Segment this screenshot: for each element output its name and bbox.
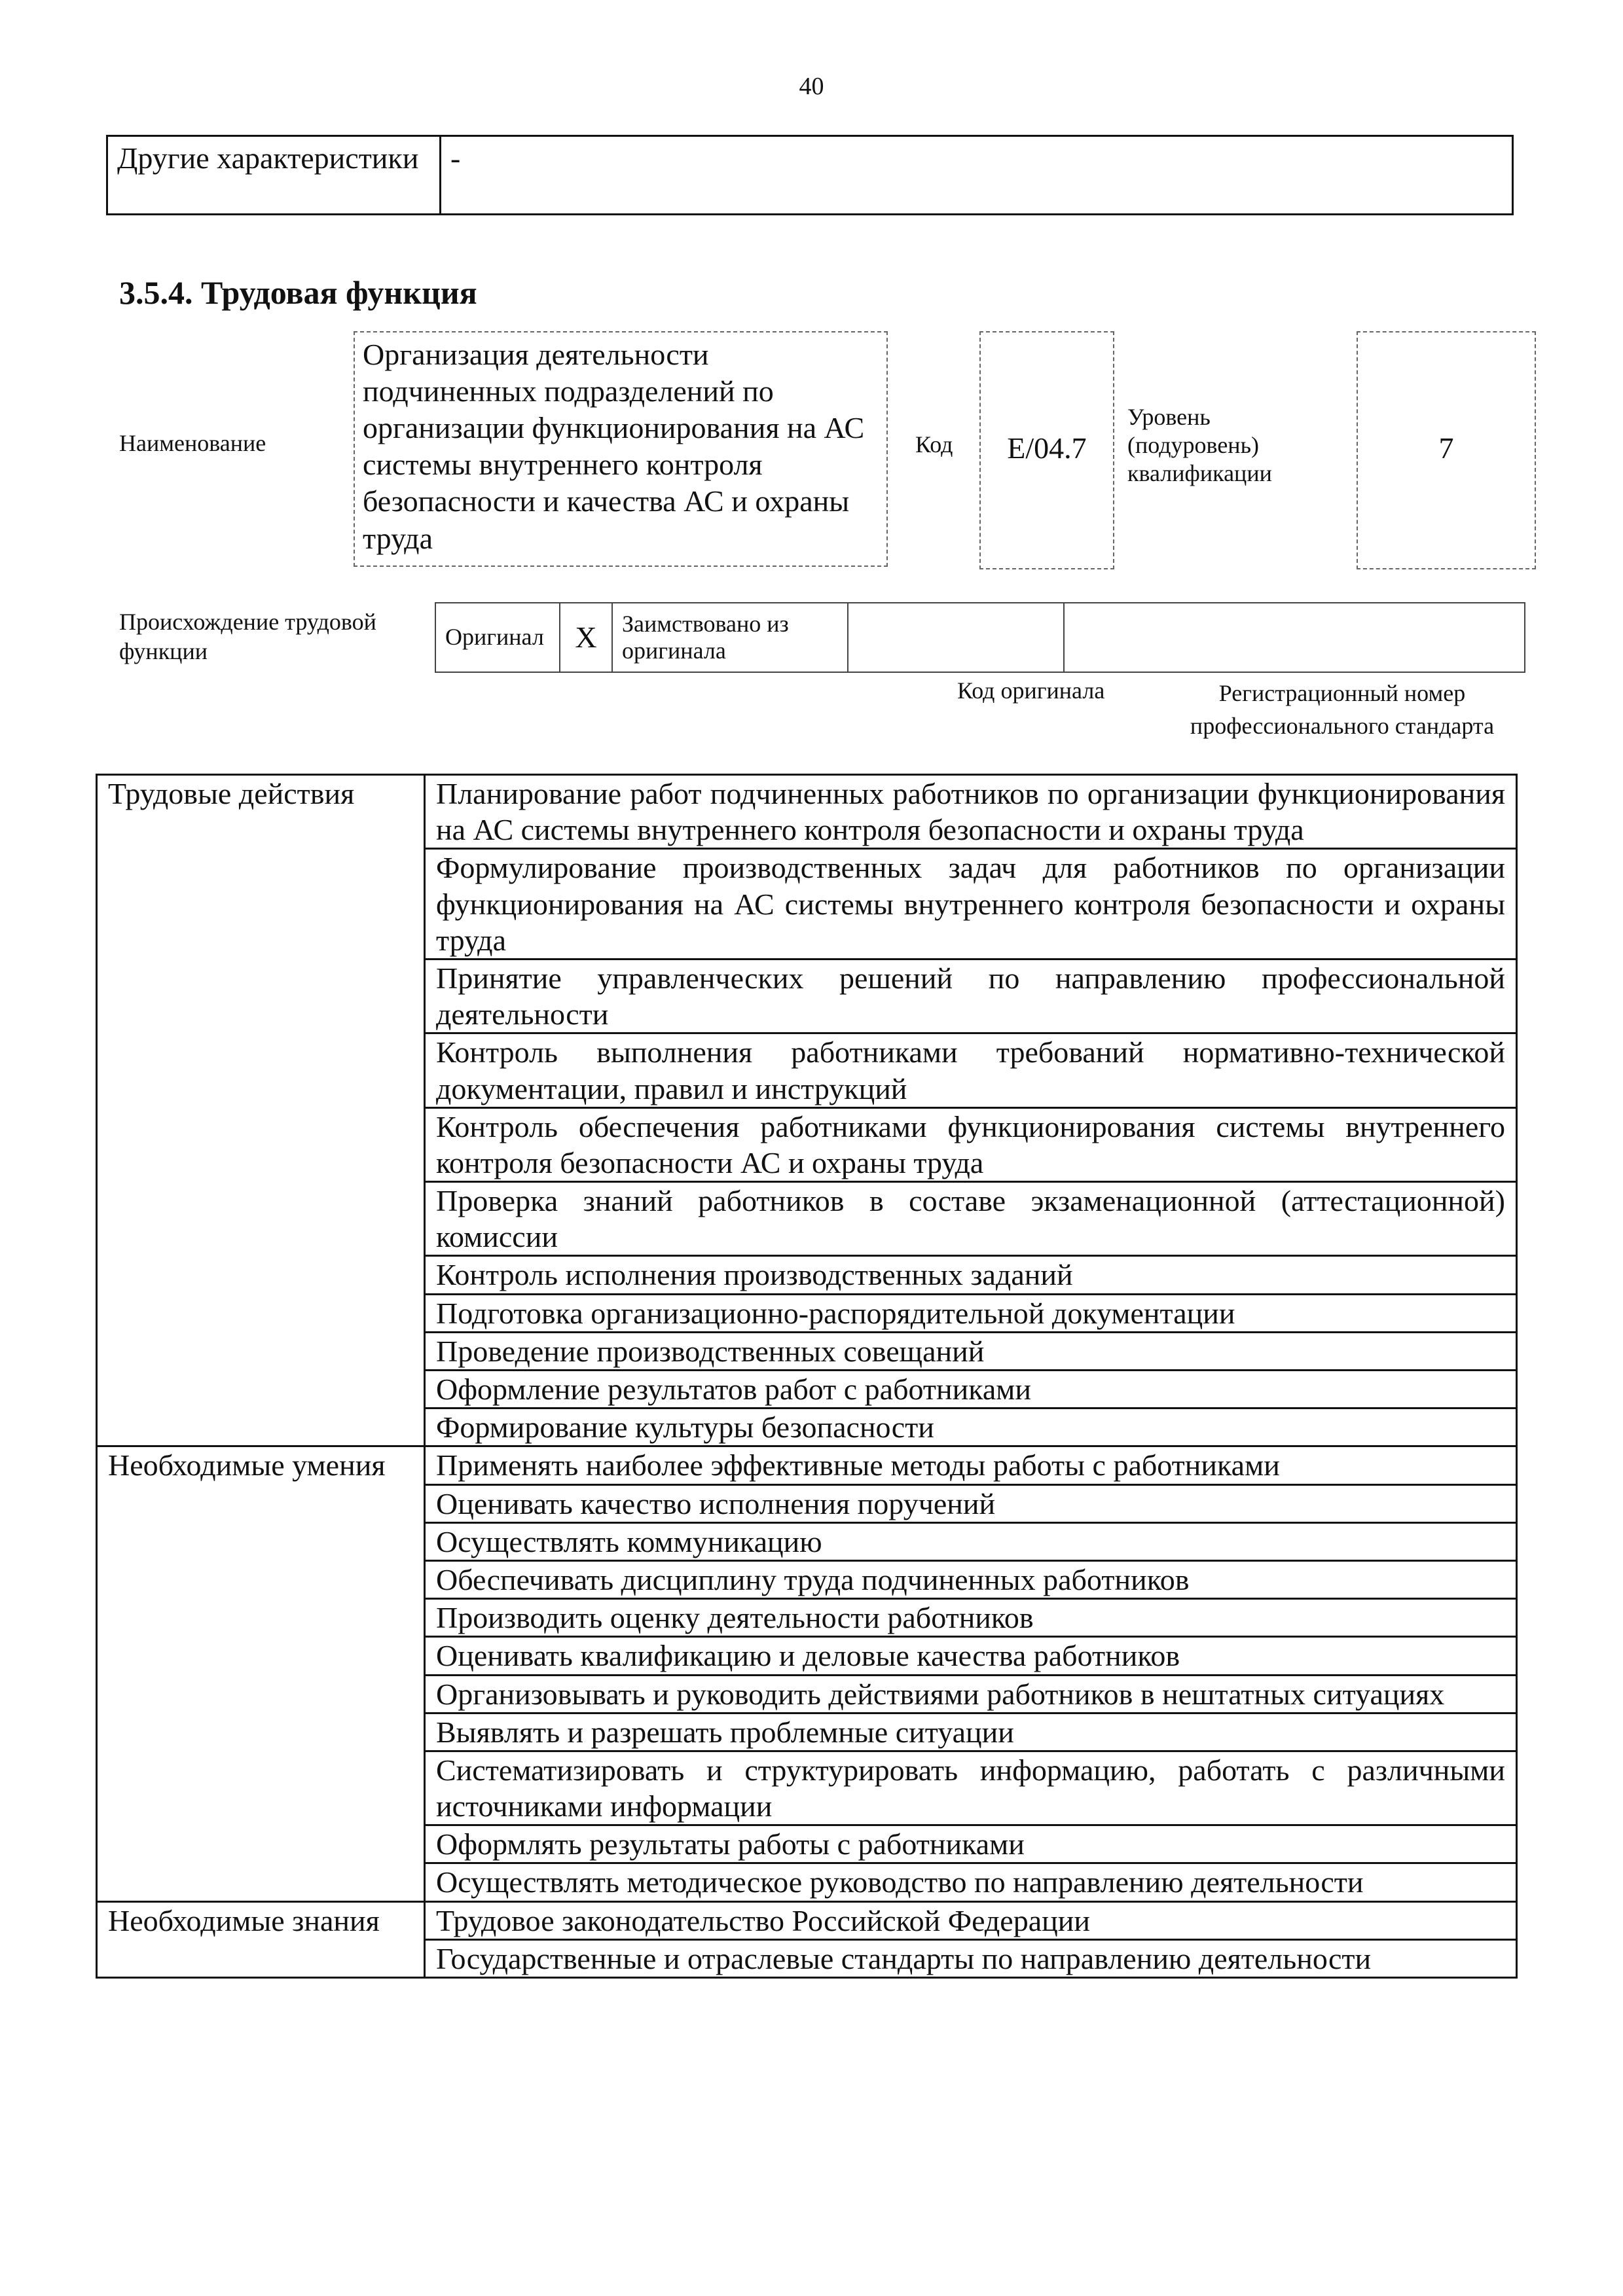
required-skills-item: Организовывать и руководить действиями работников в нештатных ситуациях bbox=[425, 1675, 1517, 1713]
page-number: 40 bbox=[799, 73, 824, 100]
required-knowledge-item: Трудовое законодательство Российской Федерации bbox=[425, 1901, 1517, 1939]
other-characteristics-label: Другие характеристики bbox=[107, 136, 441, 215]
required-skills-item: Оценивать качество исполнения поручений bbox=[425, 1484, 1517, 1522]
labor-actions-item: Контроль исполнения производственных заданий bbox=[425, 1256, 1517, 1294]
labor-actions-item: Принятие управленческих решений по направлению профессиональной деятельности bbox=[425, 959, 1517, 1033]
labor-actions-item: Проведение производственных совещаний bbox=[425, 1332, 1517, 1370]
code-label: Код bbox=[915, 431, 953, 457]
original-label: Оригинал bbox=[435, 603, 560, 672]
labor-actions-label: Трудовые действия bbox=[97, 775, 425, 1446]
required-skills-item: Оценивать квалификацию и деловые качества работников bbox=[425, 1637, 1517, 1675]
required-skills-item: Производить оценку деятельности работников bbox=[425, 1599, 1517, 1637]
required-skills-item: Осуществлять методическое руководство по направлению деятельности bbox=[425, 1863, 1517, 1901]
labor-function-table bbox=[96, 774, 1518, 1979]
labor-actions-item: Контроль обеспечения работниками функционирования системы внутреннего контроля безопасности АС и охраны труда bbox=[425, 1107, 1517, 1181]
required-skills-label: Необходимые умения bbox=[97, 1446, 425, 1901]
level-box bbox=[1357, 331, 1536, 569]
required-skills-item: Оформлять результаты работы с работниками bbox=[425, 1825, 1517, 1863]
name-label: Наименование bbox=[119, 430, 266, 456]
required-skills-item: Выявлять и разрешать проблемные ситуации bbox=[425, 1713, 1517, 1751]
original-code-cell bbox=[848, 603, 1064, 672]
labor-actions-item: Формулирование производственных задач для работников по организации функционирования на АС системы внутреннего контроля безопасности и охраны труда bbox=[425, 849, 1517, 960]
other-characteristics-value: - bbox=[441, 136, 1513, 215]
code-value: E/04.7 bbox=[1007, 431, 1087, 465]
registration-number-caption: Регистрационный номер профессионального стандарта bbox=[1190, 680, 1495, 740]
required-knowledge-label: Необходимые знания bbox=[97, 1901, 425, 1977]
level-value: 7 bbox=[1438, 431, 1454, 465]
original-mark: X bbox=[560, 603, 612, 672]
table-row bbox=[97, 775, 1517, 849]
level-label: Уровень (подуровень) квалификации bbox=[1127, 404, 1272, 487]
required-skills-item: Применять наиболее эффективные методы работы с работниками bbox=[425, 1446, 1517, 1484]
required-knowledge-item: Государственные и отраслевые стандарты по направлению деятельности bbox=[425, 1939, 1517, 1977]
function-name: Организация деятельности подчиненных подразделений по организации функционирования на АС системы внутреннего контроля безопасности и качества АС и охраны труда bbox=[354, 331, 888, 567]
labor-actions-item: Планирование работ подчиненных работников по организации функционирования на АС системы внутреннего контроля безопасности и охраны труда bbox=[425, 775, 1517, 849]
labor-actions-item: Подготовка организационно-распорядительной документации bbox=[425, 1294, 1517, 1332]
table-row bbox=[97, 1901, 1517, 1939]
code-box bbox=[979, 331, 1114, 569]
table-row bbox=[97, 1446, 1517, 1484]
required-skills-item: Обеспечивать дисциплину труда подчиненных работников bbox=[425, 1560, 1517, 1598]
labor-actions-item: Формирование культуры безопасности bbox=[425, 1408, 1517, 1446]
required-skills-item: Осуществлять коммуникацию bbox=[425, 1522, 1517, 1560]
origin-table bbox=[435, 602, 1525, 673]
registration-number-cell bbox=[1064, 603, 1525, 672]
other-characteristics-table bbox=[106, 135, 1514, 215]
labor-actions-item: Оформление результатов работ с работниками bbox=[425, 1371, 1517, 1408]
original-code-caption: Код оригинала bbox=[957, 677, 1105, 704]
required-skills-item: Систематизировать и структурировать информацию, работать с различными источниками информации bbox=[425, 1751, 1517, 1825]
labor-actions-item: Проверка знаний работников в составе экзаменационной (аттестационной) комиссии bbox=[425, 1182, 1517, 1256]
origin-label: Происхождение трудовой функции bbox=[119, 609, 376, 664]
section-title: 3.5.4. Трудовая функция bbox=[119, 274, 477, 311]
labor-actions-item: Контроль выполнения работниками требований нормативно-технической документации, правил и инструкций bbox=[425, 1033, 1517, 1107]
borrowed-label: Заимствовано из оригинала bbox=[612, 603, 848, 672]
